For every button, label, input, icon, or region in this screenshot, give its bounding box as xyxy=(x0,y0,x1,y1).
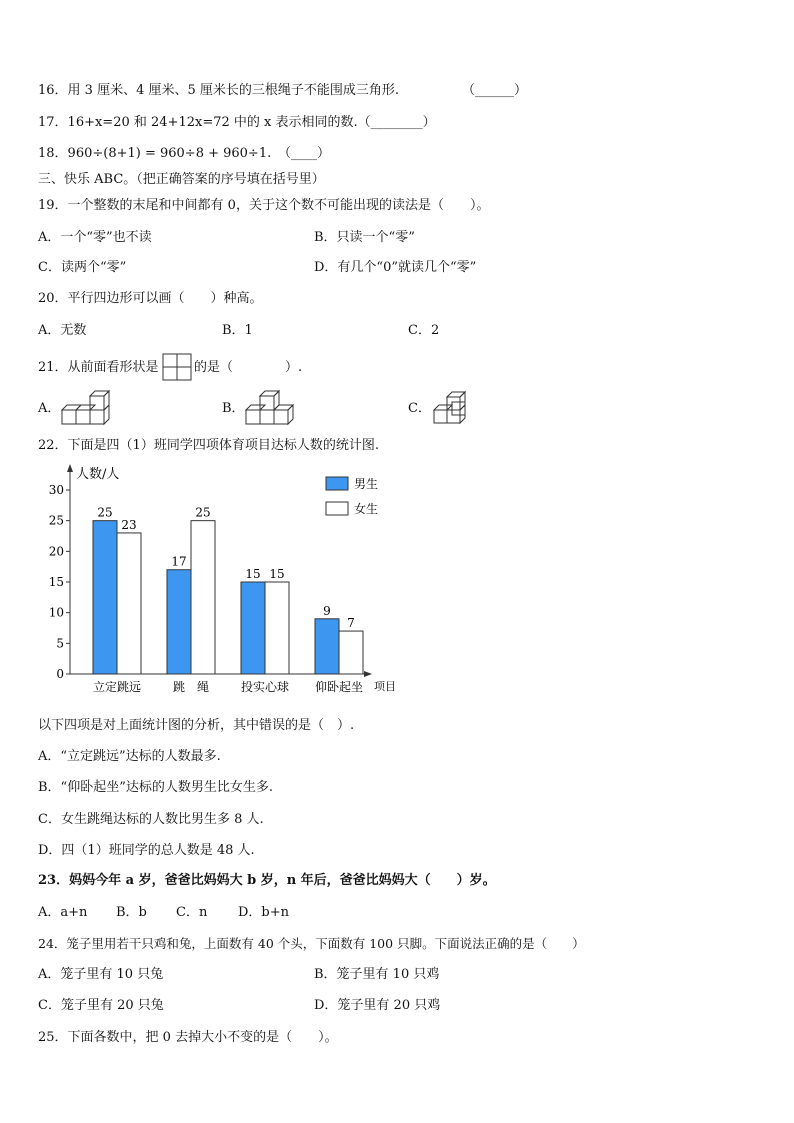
question-19: 19．一个整数的末尾和中间都有 0，关于这个数不可能出现的读法是（ ）。 xyxy=(38,198,490,213)
q23-option-a: A．a+n xyxy=(38,905,88,920)
legend-swatch-girls xyxy=(326,502,348,515)
question-16-text: 16．用 3 厘米、4 厘米、5 厘米长的三根绳子不能围成三角形. xyxy=(38,83,400,98)
bar-chart xyxy=(40,460,410,698)
bar-value-label: 9 xyxy=(323,603,331,618)
q19-option-a: A．一个“零”也不读 xyxy=(38,230,152,245)
question-23: 23．妈妈今年 a 岁，爸爸比妈妈大 b 岁，n 年后，爸爸比妈妈大（ ）岁。 xyxy=(38,873,496,888)
q22-option-c: C．女生跳绳达标的人数比男生多 8 人. xyxy=(38,812,264,827)
bar-girls xyxy=(117,533,141,674)
q23-option-c: C．n xyxy=(176,905,208,920)
bar-value-label: 25 xyxy=(97,505,113,520)
y-tick-label: 20 xyxy=(48,544,64,559)
y-tick-label: 30 xyxy=(48,483,64,497)
q20-option-b: B．1 xyxy=(222,323,253,338)
y-tick-label: 15 xyxy=(48,575,64,589)
bar-boys xyxy=(241,582,265,674)
q21-option-a-cubes-icon xyxy=(60,390,112,428)
question-21-prefix: 21．从前面看形状是 xyxy=(38,360,159,375)
x-category-label: 投实心球 xyxy=(240,680,290,694)
x-axis-label: 项目 xyxy=(374,680,396,693)
question-21-suffix: 的是（ ）. xyxy=(194,360,303,375)
question-16-blank: （______） xyxy=(462,83,528,98)
q24-option-d: D．笼子里有 20 只鸡 xyxy=(314,998,441,1013)
q19-option-d: D．有几个“0”就读几个“零” xyxy=(314,260,477,275)
bar-girls xyxy=(339,631,363,674)
q23-option-b: B．b xyxy=(116,905,147,920)
q22-option-b: B．“仰卧起坐”达标的人数男生比女生多. xyxy=(38,780,273,795)
y-tick-label: 10 xyxy=(48,605,64,620)
legend-label-girls: 女生 xyxy=(354,502,379,516)
q24-option-c: C．笼子里有 20 只兔 xyxy=(38,998,164,1013)
question-18: 18．960÷(8+1) = 960÷8 + 960÷1. xyxy=(38,146,272,161)
q24-option-b: B．笼子里有 10 只鸡 xyxy=(314,967,440,982)
section-3-heading: 三、快乐 ABC。（把正确答案的序号填在括号里） xyxy=(38,172,325,187)
bar-value-label: 23 xyxy=(121,517,137,532)
q21-option-a: A． xyxy=(38,401,61,416)
question-22: 22．下面是四（1）班同学四项体育项目达标人数的统计图. xyxy=(38,438,379,453)
q22-option-d: D．四（1）班同学的总人数是 48 人. xyxy=(38,843,255,858)
question-18-blank: （____） xyxy=(278,146,331,161)
y-tick-label: 0 xyxy=(56,667,64,681)
q21-option-b: B． xyxy=(222,401,245,416)
question-22-analysis: 以下四项是对上面统计图的分析，其中错误的是（ ）. xyxy=(38,718,355,733)
x-category-label: 立定跳远 xyxy=(92,680,142,694)
bar-value-label: 25 xyxy=(195,505,211,520)
legend-swatch-boys xyxy=(326,477,348,490)
q21-option-b-cubes-icon xyxy=(244,390,296,428)
q20-option-c: C．2 xyxy=(408,323,440,338)
bar-girls xyxy=(191,521,215,674)
question-20: 20．平行四边形可以画（ ）种高。 xyxy=(38,291,263,306)
question-17: 17．16+x=20 和 24+12x=72 中的 x 表示相同的数.（________） xyxy=(38,115,436,130)
x-category-label: 仰卧起坐 xyxy=(314,680,364,694)
legend-label-boys: 男生 xyxy=(354,477,379,491)
bar-value-label: 15 xyxy=(269,567,285,581)
chart-legend xyxy=(326,476,378,516)
x-category-label: 跳 绳 xyxy=(172,680,210,694)
question-16 xyxy=(38,82,399,100)
q21-option-c-cubes-icon xyxy=(430,388,474,428)
bar-boys xyxy=(167,570,191,674)
bar-value-label: 7 xyxy=(347,616,355,631)
y-tick-label: 5 xyxy=(56,636,64,651)
q19-option-b: B．只读一个“零” xyxy=(314,230,415,245)
q24-option-a: A．笼子里有 10 只兔 xyxy=(38,967,164,982)
q21-option-c: C． xyxy=(408,401,431,416)
x-axis-arrow xyxy=(364,671,372,677)
y-axis-arrow xyxy=(67,464,73,472)
bar-boys xyxy=(93,521,117,674)
bar-value-label: 17 xyxy=(171,554,187,569)
q22-option-a: A．“立定跳远”达标的人数最多. xyxy=(38,749,221,764)
y-tick-label: 25 xyxy=(48,513,64,528)
question-25: 25．下面各数中，把 0 去掉大小不变的是（ ）。 xyxy=(38,1030,338,1045)
bar-girls xyxy=(265,582,289,674)
bar-value-label: 15 xyxy=(245,567,261,581)
front-view-shape-icon xyxy=(162,353,194,381)
q20-option-a: A．无数 xyxy=(38,323,87,338)
q23-option-d: D．b+n xyxy=(238,905,290,920)
q19-option-c: C．读两个“零” xyxy=(38,260,127,275)
y-axis-label: 人数/人 xyxy=(76,467,120,482)
question-24: 24．笼子里用若干只鸡和兔，上面数有 40 个头，下面数有 100 只脚。下面说法正确的是（ ） xyxy=(38,936,585,951)
bar-boys xyxy=(315,619,339,674)
